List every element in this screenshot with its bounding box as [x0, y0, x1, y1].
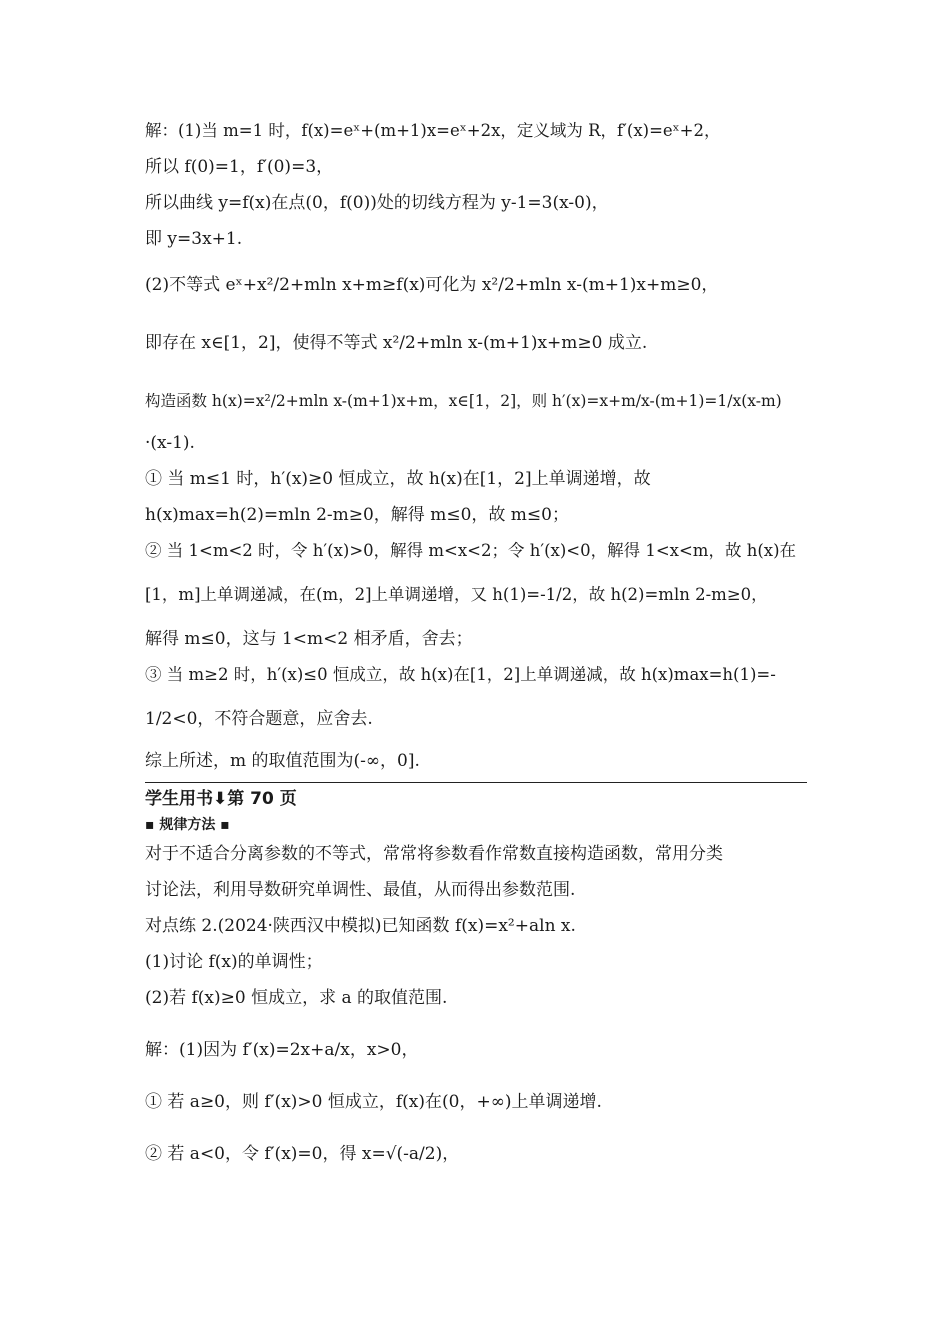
text-line: (1)讨论 f(x)的单调性；: [145, 952, 323, 972]
text-line: ② 若 a<0，令 f′(x)=0，得 x=√(-a/2)，: [145, 1144, 460, 1164]
text-line: 1/2<0，不符合题意，应舍去.: [145, 709, 373, 729]
text-line: 所以 f(0)=1，f′(0)=3，: [145, 157, 334, 177]
text-line: ① 若 a≥0，则 f′(x)>0 恒成立，f(x)在(0，+∞)上单调递增.: [145, 1092, 602, 1112]
text-line: 构造函数 h(x)=x²/2+mln x-(m+1)x+m，x∈[1，2]，则 h′(x)=x+m/x-(m+1)=1/x(x-m): [145, 392, 782, 410]
text-line: h(x)max=h(2)=mln 2-m≥0，解得 m≤0，故 m≤0；: [145, 505, 569, 525]
text-line: ③ 当 m≥2 时，h′(x)≤0 恒成立，故 h(x)在[1，2]上单调递减，故 h(x)max=h(1)=-: [145, 665, 776, 684]
text-line: 即 y=3x+1.: [145, 229, 243, 249]
text-line: 讨论法，利用导数研究单调性、最值，从而得出参数范围.: [145, 880, 576, 900]
method-tag: ▪ 规律方法 ▪: [145, 817, 230, 833]
text-line: ·(x-1).: [145, 433, 195, 453]
text-line: (2)不等式 eˣ+x²/2+mln x+m≥f(x)可化为 x²/2+mln x-(m+1)x+m≥0，: [145, 275, 719, 295]
solution-part1: [145, 118, 807, 774]
practice-problem: [145, 913, 807, 1011]
text-line: ② 当 1<m<2 时，令 h′(x)>0，解得 m<x<2；令 h′(x)<0，解得 1<x<m，故 h(x)在: [145, 541, 797, 560]
text-line: 对于不适合分离参数的不等式，常常将参数看作常数直接构造函数，常用分类: [145, 844, 723, 864]
text-line: [1，m]上单调递减，在(m，2]上单调递增，又 h(1)=-1/2，故 h(2)=mln 2-m≥0，: [145, 585, 768, 604]
text-line: 即存在 x∈[1，2]，使得不等式 x²/2+mln x-(m+1)x+m≥0 成立.: [145, 333, 648, 353]
document-page: [145, 118, 807, 1167]
text-line: 对点练 2.(2024·陕西汉中模拟)已知函数 f(x)=x²+aln x.: [145, 916, 576, 936]
text-line: 解：(1)因为 f′(x)=2x+a/x，x>0，: [145, 1040, 419, 1060]
solution-part2: [145, 1037, 807, 1167]
text-line: 解：(1)当 m=1 时，f(x)=eˣ+(m+1)x=eˣ+2x，定义域为 R，f′(x)=eˣ+2，: [145, 121, 721, 140]
text-line: 解得 m≤0，这与 1<m<2 相矛盾，舍去；: [145, 629, 473, 649]
section-divider: [145, 782, 807, 783]
text-line: (2)若 f(x)≥0 恒成立，求 a 的取值范围.: [145, 988, 448, 1008]
method-box: [145, 813, 807, 903]
text-line: ① 当 m≤1 时，h′(x)≥0 恒成立，故 h(x)在[1，2]上单调递增，故: [145, 469, 651, 489]
text-line: 综上所述，m 的取值范围为(-∞，0].: [145, 751, 420, 771]
text-line: 所以曲线 y=f(x)在点(0，f(0))处的切线方程为 y-1=3(x-0)，: [145, 193, 609, 213]
page-reference: 学生用书⬇第 70 页: [145, 789, 297, 809]
